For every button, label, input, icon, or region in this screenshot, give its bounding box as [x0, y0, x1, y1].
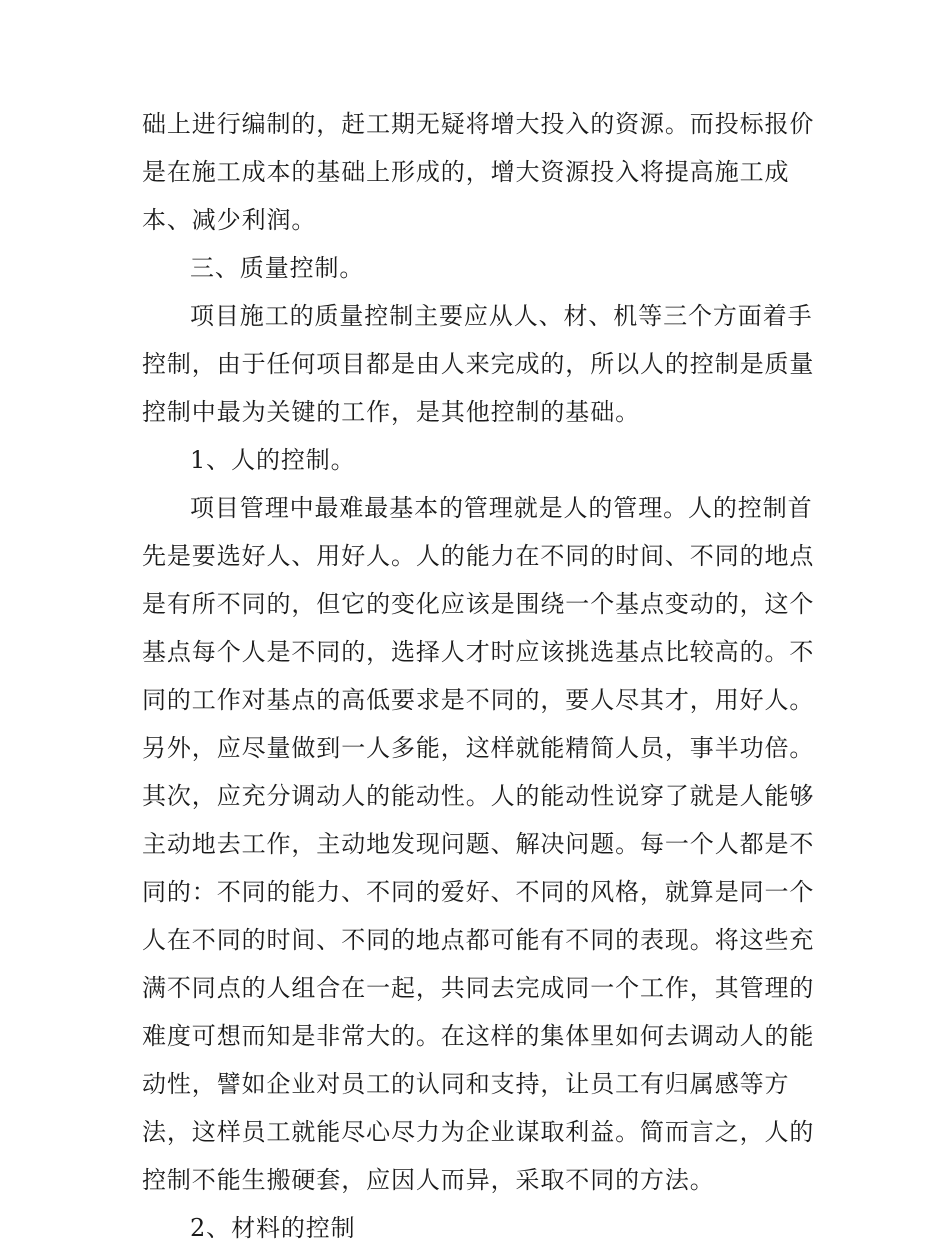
- subsection-heading: 2、材料的控制: [190, 1214, 356, 1242]
- text-line: 同的：不同的能力、不同的爱好、不同的风格，就算是同一个: [142, 878, 815, 906]
- text-line: 主动地去工作，主动地发现问题、解决问题。每一个人都是不: [142, 830, 815, 858]
- text-line: 另外，应尽量做到一人多能，这样就能精简人员，事半功倍。: [142, 734, 815, 762]
- text-line: 基点每个人是不同的，选择人才时应该挑选基点比较高的。不: [142, 638, 815, 666]
- text-line: 本、减少利润。: [142, 206, 317, 234]
- text-line: 控制不能生搬硬套，应因人而异，采取不同的方法。: [142, 1166, 715, 1194]
- subsection-heading: 1、人的控制。: [190, 446, 356, 474]
- text-line: 人在不同的时间、不同的地点都可能有不同的表现。将这些充: [142, 926, 815, 954]
- text-line: 先是要选好人、用好人。人的能力在不同的时间、不同的地点: [142, 542, 815, 570]
- text-line: 控制，由于任何项目都是由人来完成的，所以人的控制是质量: [142, 350, 815, 378]
- paragraph-first-line: 项目施工的质量控制主要应从人、材、机等三个方面着手: [190, 302, 813, 330]
- paragraph-first-line: 项目管理中最难最基本的管理就是人的管理。人的控制首: [190, 494, 813, 522]
- text-line: 满不同点的人组合在一起，共同去完成同一个工作，其管理的: [142, 974, 815, 1002]
- text-line: 同的工作对基点的高低要求是不同的，要人尽其才，用好人。: [142, 686, 815, 714]
- section-heading: 三、质量控制。: [190, 254, 365, 282]
- text-line: 动性，譬如企业对员工的认同和支持，让员工有归属感等方: [142, 1070, 790, 1098]
- text-line: 法，这样员工就能尽心尽力为企业谋取利益。简而言之，人的: [142, 1118, 815, 1146]
- text-line: 其次，应充分调动人的能动性。人的能动性说穿了就是人能够: [142, 782, 815, 810]
- text-line: 础上进行编制的，赶工期无疑将增大投入的资源。而投标报价: [142, 110, 815, 138]
- text-line: 是有所不同的，但它的变化应该是围绕一个基点变动的，这个: [142, 590, 815, 618]
- text-line: 难度可想而知是非常大的。在这样的集体里如何去调动人的能: [142, 1022, 815, 1050]
- text-line: 控制中最为关键的工作，是其他控制的基础。: [142, 398, 640, 426]
- text-line: 是在施工成本的基础上形成的，增大资源投入将提高施工成: [142, 158, 790, 186]
